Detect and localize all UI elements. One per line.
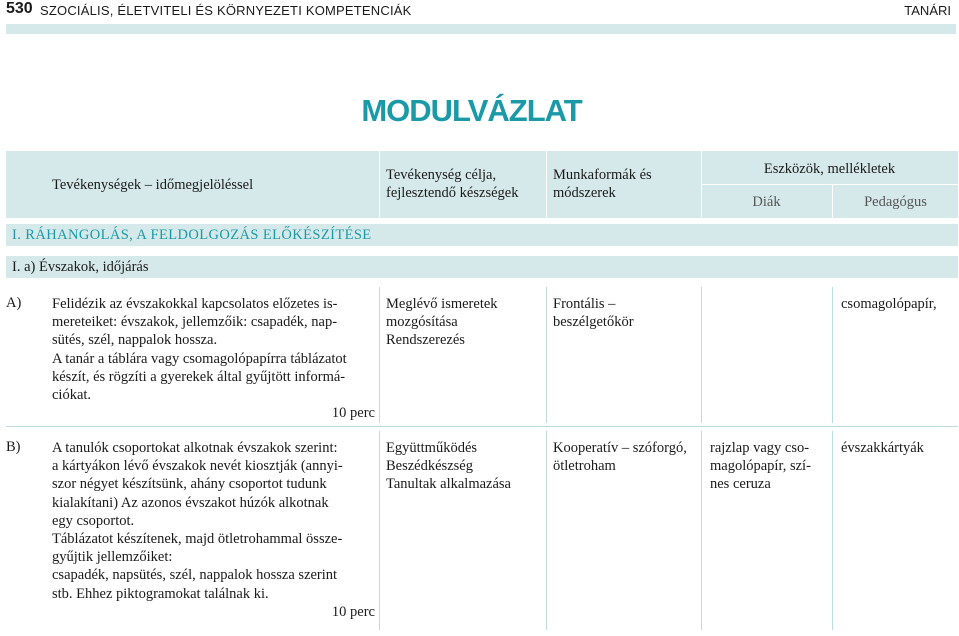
- header-title: SZOCIÁLIS, ÉLETVITELI ÉS KÖRNYEZETI KOMPETENCIÁK: [40, 3, 412, 18]
- col-goal-header: Tevékenység célja, fejlesztendő készségek: [386, 167, 519, 201]
- subsection-heading: I. a) Évszakok, időjárás: [6, 256, 958, 278]
- teacher-tools-text: évszakkártyák: [841, 440, 924, 456]
- col-activities-header: Tevékenységek – időmegjelöléssel: [52, 177, 254, 193]
- activity-time: 10 perc: [331, 603, 375, 620]
- activity-time: 10 perc: [331, 405, 375, 422]
- row-letter: A): [6, 295, 22, 311]
- page-header: [0, 0, 959, 22]
- student-tools-text: rajzlap vagy cso- magolópapír, szí- nes ceruza: [710, 440, 811, 493]
- col-student-header: Diák: [752, 194, 781, 210]
- col-tools-header: Eszközök, mellékletek: [763, 161, 896, 177]
- col-teacher-header: Pedagógus: [864, 194, 927, 210]
- table-row: [6, 287, 958, 423]
- goal-text: Együttműködés Beszédkészség Tanultak alkalmazása: [386, 440, 511, 493]
- method-text: Frontális – beszélgetőkör: [553, 296, 634, 331]
- teacher-tools-text: csomagolópapír,: [841, 296, 937, 312]
- page-number: 530: [6, 0, 33, 17]
- activity-text: A tanulók csoportokat alkotnak évszakok szerint: a kártyákon lévő évszakok nevét kiosztják (annyi- szor négyet készítsünk, ahány csoportot tudunk kialakítani) Az azonos évszakot húzók alkotnak egy csoportot. Táblázatot készítenek, majd ötletrohammal össze- gyűjtik jellemzőiket: csapadék, napsütés, szél, nappalok hossza szerint stb. Ehhez piktogramokat találnak ki. 10 perc: [52, 440, 375, 620]
- module-title: MODULVÁZLAT: [361, 93, 582, 128]
- table-header: [6, 151, 958, 218]
- method-text: Kooperatív – szóforgó, ötletroham: [553, 440, 687, 475]
- header-role: TANÁRI: [904, 3, 951, 18]
- table-row: [6, 431, 958, 630]
- header-band: [6, 24, 956, 34]
- section-heading: I. RÁHANGOLÁS, A FELDOLGOZÁS ELŐKÉSZÍTÉSE: [6, 224, 958, 246]
- goal-text: Meglévő ismeretek mozgósítása Rendszerezés: [386, 296, 498, 349]
- row-letter: B): [6, 439, 21, 455]
- activity-text: Felidézik az évszakokkal kapcsolatos előzetes is- mereteiket: évszakok, jellemzőik: csapadék, nap- sütés, szél, nappalok hossza. A tanár a táblára vagy csomagolópapírra táblázatot készít, és rögzíti a gyerekek által gyűjtött informá- ciókat. 10 perc: [52, 296, 375, 422]
- col-method-header: Munkaformák és módszerek: [553, 167, 652, 201]
